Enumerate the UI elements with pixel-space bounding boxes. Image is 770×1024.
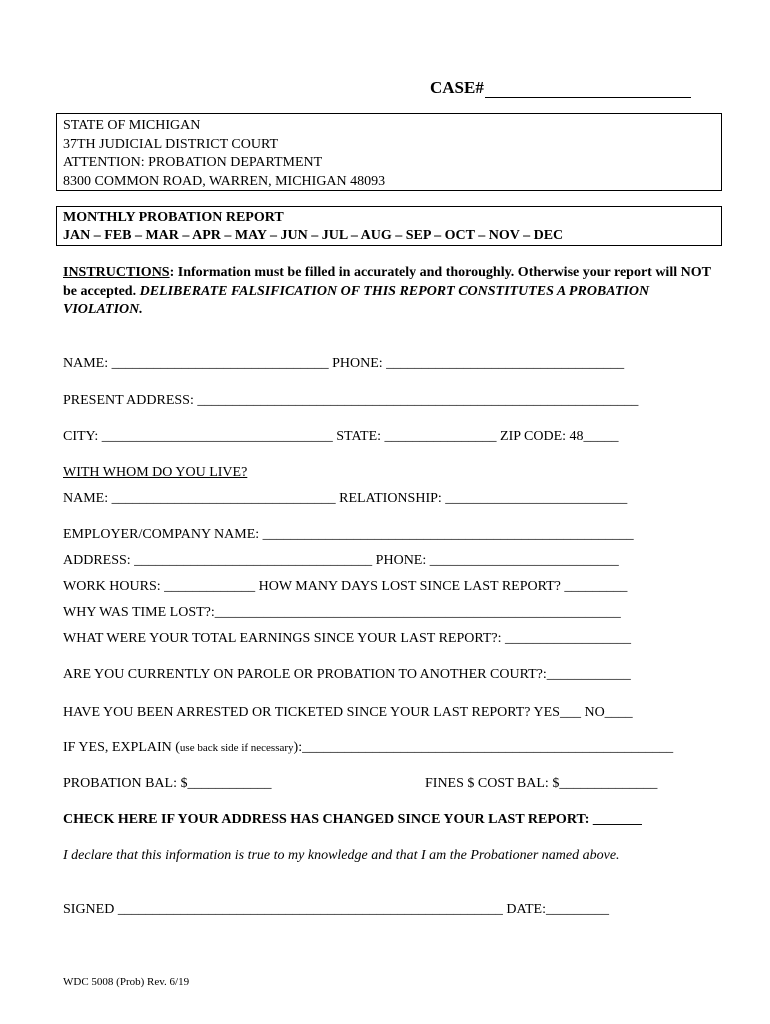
instructions (63, 264, 723, 320)
address-changed-line[interactable]: CHECK HERE IF YOUR ADDRESS HAS CHANGED SINCE YOUR LAST REPORT: _______ (63, 812, 642, 827)
court-address-box (56, 113, 722, 191)
total-earnings-line[interactable]: WHAT WERE YOUR TOTAL EARNINGS SINCE YOUR LAST REPORT?: __________________ (63, 631, 632, 646)
report-months: JAN – FEB – MAR – APR – MAY – JUN – JUL – AUG – SEP – OCT – NOV – DEC (63, 228, 564, 243)
explain-line[interactable] (63, 740, 673, 756)
court-street: 8300 COMMON ROAD, WARREN, MICHIGAN 48093 (63, 173, 386, 189)
instructions-label: INSTRUCTIONS (63, 265, 170, 280)
instructions-text: Information must be filled in accurately and thoroughly. Otherwise your report will NOT be accepted. (63, 265, 711, 299)
court-name: 37TH JUDICIAL DISTRICT COURT (63, 136, 278, 152)
instructions-colon: : (169, 265, 175, 280)
parole-line[interactable]: ARE YOU CURRENTLY ON PAROLE OR PROBATION TO ANOTHER COURT?:____________ (63, 667, 631, 682)
fines-cost-balance-line[interactable]: FINES $ COST BAL: $______________ (425, 776, 658, 791)
with-whom-heading: WITH WHOM DO YOU LIVE? (63, 465, 248, 480)
case-number-blank[interactable] (485, 82, 691, 98)
case-label: CASE# (430, 78, 484, 97)
explain-prefix: IF YES, EXPLAIN ( (63, 740, 180, 755)
form-id: WDC 5008 (Prob) Rev. 6/19 (63, 976, 190, 988)
explain-note: use back side if necessary (179, 742, 294, 754)
work-hours-line[interactable]: WORK HOURS: _____________ HOW MANY DAYS LOST SINCE LAST REPORT? _________ (63, 579, 628, 594)
court-attention: ATTENTION: PROBATION DEPARTMENT (63, 155, 323, 170)
case-number-field[interactable] (430, 78, 691, 98)
court-state: STATE OF MICHIGAN (63, 118, 201, 133)
name-relationship-line[interactable]: NAME: ________________________________ RELATIONSHIP: __________________________ (63, 491, 628, 506)
signature-date-line[interactable]: SIGNED _______________________________________________________ DATE:_________ (63, 902, 609, 917)
name-phone-line[interactable]: NAME: _______________________________ PHONE: __________________________________ (63, 356, 625, 371)
report-title-box (56, 206, 722, 246)
employer-line[interactable]: EMPLOYER/COMPANY NAME: _____________________________________________________ (63, 527, 634, 542)
probation-balance-line[interactable]: PROBATION BAL: $____________ (63, 776, 272, 791)
present-address-line[interactable]: PRESENT ADDRESS: _______________________________________________________________ (63, 393, 639, 408)
city-state-zip-line[interactable]: CITY: _________________________________ STATE: ________________ ZIP CODE: 48_____ (63, 429, 619, 444)
instructions-warning: DELIBERATE FALSIFICATION OF THIS REPORT CONSTITUTES A PROBATION VIOLATION. (63, 283, 650, 317)
declaration-text: I declare that this information is true to my knowledge and that I am the Probationer named above. (63, 848, 620, 863)
why-time-lost-line[interactable]: WHY WAS TIME LOST?:__________________________________________________________ (63, 605, 621, 620)
report-title: MONTHLY PROBATION REPORT (63, 210, 284, 225)
employer-address-phone-line[interactable]: ADDRESS: __________________________________ PHONE: ___________________________ (63, 553, 619, 568)
arrested-line[interactable]: HAVE YOU BEEN ARRESTED OR TICKETED SINCE YOUR LAST REPORT? YES___ NO____ (63, 705, 633, 720)
explain-suffix: ):_____________________________________________________ (293, 740, 674, 755)
